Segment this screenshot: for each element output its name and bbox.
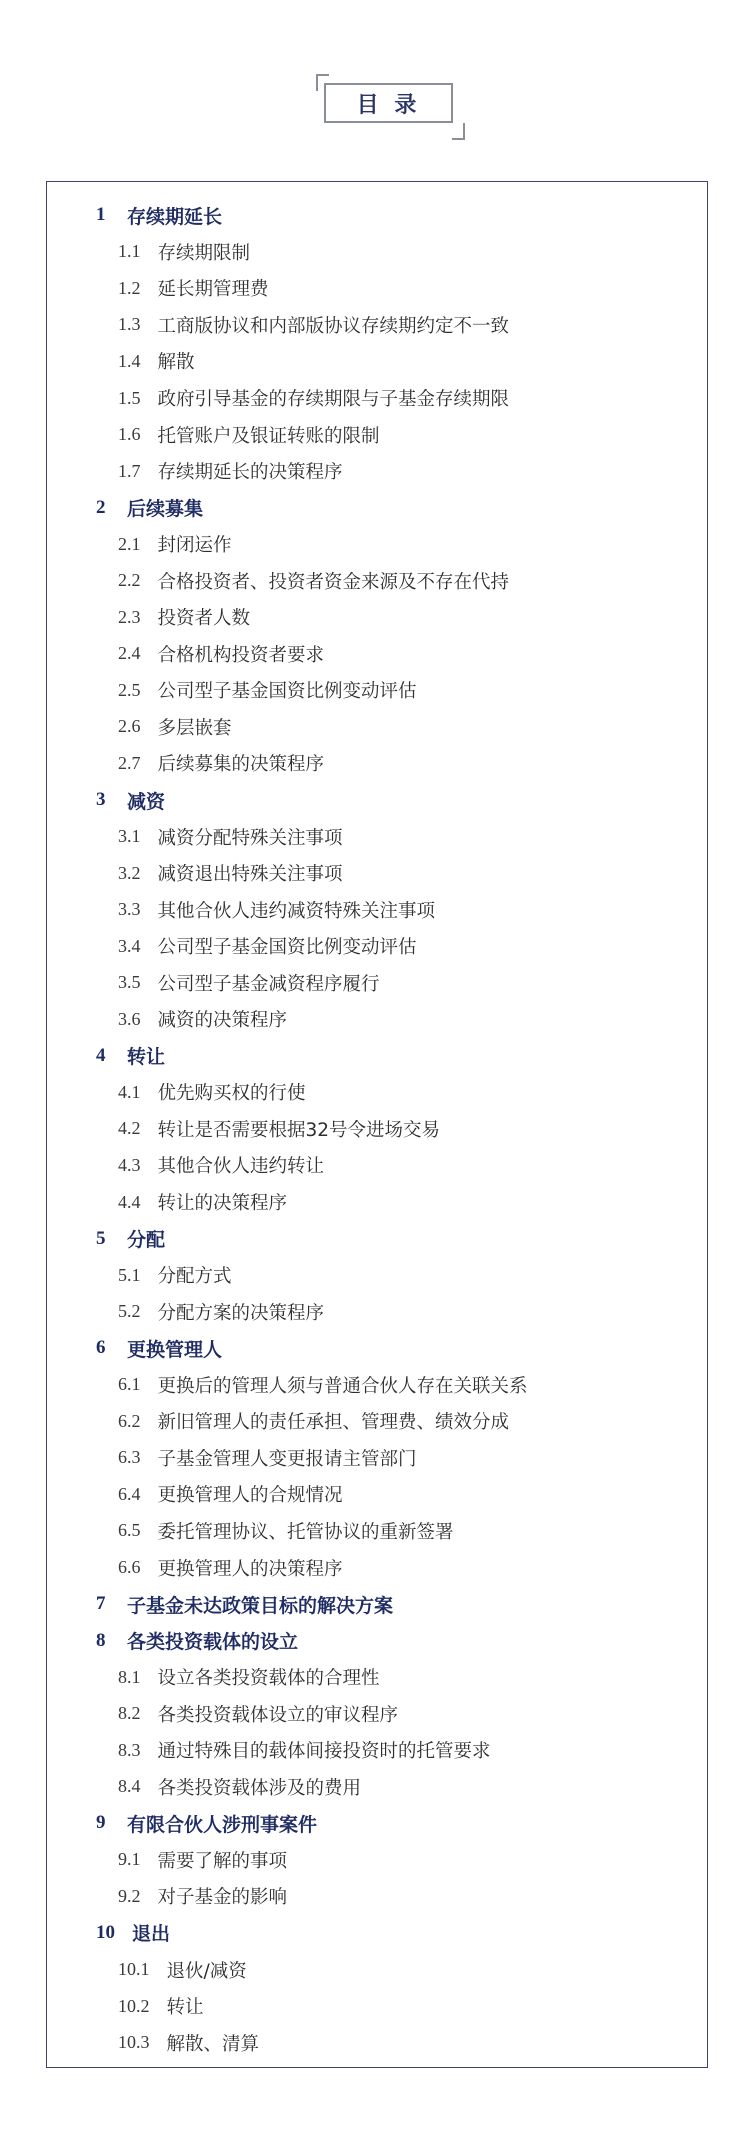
subsection-label: 工商版协议和内部版协议存续期约定不一致 <box>157 315 510 337</box>
subsection-label: 托管账户及银证转账的限制 <box>157 425 380 447</box>
toc-subsection-item[interactable] <box>96 1513 696 1550</box>
subsection-number: 2.5 <box>118 679 141 700</box>
subsection-label: 对子基金的影响 <box>157 1887 288 1909</box>
toc-subsection-list <box>96 1842 696 1915</box>
toc-subsection-item[interactable] <box>96 1695 696 1732</box>
section-number: 5 <box>96 1227 106 1249</box>
toc-section <box>96 1805 696 1915</box>
toc-subsection-item[interactable] <box>96 1842 696 1879</box>
toc-subsection-item[interactable] <box>96 1184 696 1221</box>
toc-subsection-list <box>96 1659 696 1805</box>
subsection-number: 8.4 <box>118 1776 141 1797</box>
section-label: 后续募集 <box>127 498 204 521</box>
subsection-number: 3.5 <box>118 972 141 993</box>
subsection-number: 3.2 <box>118 862 141 883</box>
subsection-number: 4.2 <box>118 1118 141 1139</box>
toc-subsection-item[interactable] <box>96 1001 696 1038</box>
toc-section <box>96 1915 696 2061</box>
subsection-label: 需要了解的事项 <box>157 1850 288 1872</box>
toc-subsection-item[interactable] <box>96 343 696 380</box>
subsection-label: 后续募集的决策程序 <box>157 754 325 776</box>
subsection-label: 存续期限制 <box>157 242 251 264</box>
subsection-label: 解散 <box>157 352 195 374</box>
page-title: 目 录 <box>324 83 453 123</box>
toc-subsection-item[interactable] <box>96 1951 696 1988</box>
subsection-label: 优先购买权的行使 <box>157 1083 306 1105</box>
subsection-label: 更换管理人的合规情况 <box>157 1485 343 1507</box>
section-label: 分配 <box>127 1229 166 1252</box>
subsection-number: 1.6 <box>118 424 141 445</box>
section-number: 7 <box>96 1593 106 1615</box>
subsection-label: 减资的决策程序 <box>157 1010 288 1032</box>
subsection-number: 2.2 <box>118 570 141 591</box>
toc-subsection-item[interactable] <box>96 1147 696 1184</box>
subsection-number: 5.2 <box>118 1301 141 1322</box>
subsection-label: 更换管理人的决策程序 <box>157 1558 343 1580</box>
subsection-number: 4.4 <box>118 1191 141 1212</box>
subsection-label: 合格投资者、投资者资金来源及不存在代持 <box>157 571 510 593</box>
toc-title-block <box>0 68 748 150</box>
toc-subsection-item[interactable] <box>96 1403 696 1440</box>
subsection-label: 各类投资载体涉及的费用 <box>157 1777 362 1799</box>
toc-subsection-list <box>96 526 696 782</box>
toc-subsection-item[interactable] <box>96 636 696 673</box>
toc-subsection-item[interactable] <box>96 416 696 453</box>
subsection-label: 其他合伙人违约转让 <box>157 1156 325 1178</box>
toc-subsection-item[interactable] <box>96 1257 696 1294</box>
toc-subsection-item[interactable] <box>96 1878 696 1915</box>
subsection-label: 退伙/减资 <box>166 1960 247 1982</box>
subsection-label: 委托管理协议、托管协议的重新签署 <box>157 1521 454 1543</box>
toc-section-heading[interactable] <box>96 1805 696 1842</box>
toc-section-heading[interactable] <box>96 1220 696 1257</box>
subsection-label: 转让 <box>166 1997 204 2019</box>
subsection-label: 设立各类投资载体的合理性 <box>157 1668 380 1690</box>
subsection-number: 3.4 <box>118 935 141 956</box>
toc-subsection-item[interactable] <box>96 1476 696 1513</box>
section-label: 退出 <box>132 1923 171 1946</box>
section-number: 6 <box>96 1337 106 1359</box>
toc-subsection-item[interactable] <box>96 1549 696 1586</box>
section-label: 各类投资载体的设立 <box>127 1631 299 1654</box>
subsection-number: 1.5 <box>118 387 141 408</box>
subsection-label: 转让是否需要根据32号令进场交易 <box>157 1119 441 1141</box>
section-label: 减资 <box>127 790 166 813</box>
subsection-number: 4.1 <box>118 1081 141 1102</box>
toc-subsection-item[interactable] <box>96 1074 696 1111</box>
subsection-number: 5.1 <box>118 1264 141 1285</box>
subsection-number: 6.6 <box>118 1557 141 1577</box>
subsection-number: 6.1 <box>118 1374 141 1395</box>
subsection-number: 3.1 <box>118 826 141 847</box>
subsection-label: 分配方式 <box>157 1266 232 1288</box>
subsection-number: 10.1 <box>118 1959 150 1980</box>
toc-subsection-item[interactable] <box>96 270 696 307</box>
toc-subsection-item[interactable] <box>96 2024 696 2061</box>
subsection-number: 1.7 <box>118 460 141 481</box>
toc-section-heading[interactable] <box>96 782 696 819</box>
subsection-number: 9.2 <box>118 1885 141 1906</box>
toc-subsection-list <box>96 1074 696 1220</box>
toc-section-heading[interactable] <box>96 489 696 526</box>
subsection-number: 3.6 <box>118 1008 141 1029</box>
toc-subsection-item[interactable] <box>96 1732 696 1769</box>
section-label: 更换管理人 <box>127 1338 223 1361</box>
toc-subsection-list <box>96 1367 696 1586</box>
subsection-label: 延长期管理费 <box>157 279 269 301</box>
subsection-label: 其他合伙人违约减资特殊关注事项 <box>157 900 436 922</box>
subsection-number: 2.4 <box>118 643 141 664</box>
section-number: 8 <box>96 1629 106 1651</box>
toc-subsection-list <box>96 818 696 1037</box>
toc-subsection-item[interactable] <box>96 1769 696 1806</box>
subsection-label: 减资分配特殊关注事项 <box>157 827 343 849</box>
section-label: 有限合伙人涉刑事案件 <box>127 1813 318 1836</box>
subsection-number: 6.5 <box>118 1520 141 1541</box>
toc-section <box>96 489 696 781</box>
toc-subsection-item[interactable] <box>96 453 696 490</box>
subsection-label: 解散、清算 <box>166 2033 260 2055</box>
toc-subsection-item[interactable] <box>96 855 696 892</box>
section-label: 存续期延长 <box>127 205 223 228</box>
subsection-label: 新旧管理人的责任承担、管理费、绩效分成 <box>157 1412 510 1434</box>
toc-section-heading[interactable] <box>96 1622 696 1659</box>
subsection-label: 公司型子基金国资比例变动评估 <box>157 681 417 703</box>
subsection-number: 8.2 <box>118 1703 141 1724</box>
toc-subsection-list <box>96 234 696 490</box>
subsection-label: 公司型子基金国资比例变动评估 <box>157 937 417 959</box>
subsection-number: 4.3 <box>118 1154 141 1175</box>
subsection-number: 10.3 <box>118 2032 150 2053</box>
toc-subsection-item[interactable] <box>96 599 696 636</box>
subsection-number: 1.3 <box>118 314 141 335</box>
subsection-label: 投资者人数 <box>157 608 251 630</box>
toc-subsection-item[interactable] <box>96 526 696 563</box>
toc-section <box>96 1038 696 1221</box>
subsection-label: 各类投资载体设立的审议程序 <box>157 1704 399 1726</box>
subsection-number: 3.3 <box>118 899 141 920</box>
subsection-number: 6.3 <box>118 1447 141 1468</box>
subsection-number: 6.2 <box>118 1410 141 1431</box>
section-number: 2 <box>96 496 106 518</box>
subsection-number: 8.3 <box>118 1739 141 1760</box>
subsection-label: 多层嵌套 <box>157 717 232 739</box>
subsection-number: 1.4 <box>118 350 141 371</box>
subsection-label: 封闭运作 <box>157 535 232 557</box>
toc-subsection-item[interactable] <box>96 1440 696 1477</box>
toc-section-heading[interactable] <box>96 1330 696 1367</box>
subsection-label: 减资退出特殊关注事项 <box>157 864 343 886</box>
toc-section <box>96 1220 696 1330</box>
toc-subsection-item[interactable] <box>96 562 696 599</box>
toc-subsection-item[interactable] <box>96 1293 696 1330</box>
toc-subsection-item[interactable] <box>96 745 696 782</box>
section-number: 10 <box>96 1921 115 1943</box>
subsection-label: 转让的决策程序 <box>157 1193 288 1215</box>
toc-subsection-item[interactable] <box>96 672 696 709</box>
toc-subsection-item[interactable] <box>96 891 696 928</box>
toc-subsection-item[interactable] <box>96 234 696 271</box>
section-number: 9 <box>96 1812 106 1834</box>
subsection-number: 2.1 <box>118 533 141 554</box>
toc-section <box>96 782 696 1038</box>
toc-section <box>96 1586 696 1623</box>
subsection-number: 6.4 <box>118 1483 141 1504</box>
section-label: 转让 <box>127 1046 166 1069</box>
subsection-number: 2.6 <box>118 716 141 737</box>
toc-section-heading[interactable] <box>96 197 696 234</box>
subsection-label: 子基金管理人变更报请主管部门 <box>157 1448 417 1470</box>
subsection-number: 1.1 <box>118 241 141 262</box>
toc-subsection-item[interactable] <box>96 709 696 746</box>
toc-subsection-item[interactable] <box>96 1367 696 1404</box>
toc-section-heading[interactable] <box>96 1038 696 1075</box>
subsection-label: 合格机构投资者要求 <box>157 644 325 666</box>
table-of-contents <box>96 197 696 2061</box>
subsection-number: 2.7 <box>118 752 141 773</box>
section-number: 1 <box>96 204 106 226</box>
subsection-number: 8.1 <box>118 1666 141 1687</box>
toc-subsection-item[interactable] <box>96 307 696 344</box>
subsection-number: 1.2 <box>118 277 141 298</box>
toc-subsection-item[interactable] <box>96 928 696 965</box>
section-label: 子基金未达政策目标的解决方案 <box>127 1594 394 1617</box>
toc-subsection-list <box>96 1257 696 1330</box>
toc-subsection-item[interactable] <box>96 818 696 855</box>
toc-subsection-item[interactable] <box>96 1659 696 1696</box>
section-number: 4 <box>96 1044 106 1066</box>
subsection-label: 更换后的管理人须与普通合伙人存在关联关系 <box>157 1375 528 1397</box>
title-corner-decoration-bottom-right <box>452 123 465 140</box>
subsection-label: 公司型子基金减资程序履行 <box>157 973 380 995</box>
toc-subsection-item[interactable] <box>96 1988 696 2025</box>
subsection-label: 政府引导基金的存续期限与子基金存续期限 <box>157 389 510 410</box>
toc-subsection-item[interactable] <box>96 1111 696 1148</box>
subsection-label: 分配方案的决策程序 <box>157 1302 325 1324</box>
toc-section <box>96 1330 696 1586</box>
subsection-label: 通过特殊目的载体间接投资时的托管要求 <box>157 1741 491 1763</box>
section-number: 3 <box>96 789 106 811</box>
toc-subsection-item[interactable] <box>96 964 696 1001</box>
toc-subsection-list <box>96 1951 696 2061</box>
subsection-label: 存续期延长的决策程序 <box>157 462 343 484</box>
toc-section-heading[interactable] <box>96 1586 696 1623</box>
toc-section-heading[interactable] <box>96 1915 696 1952</box>
subsection-number: 9.1 <box>118 1849 141 1870</box>
subsection-number: 10.2 <box>118 1995 150 2016</box>
toc-subsection-item[interactable] <box>96 380 696 417</box>
toc-section <box>96 197 696 489</box>
subsection-number: 2.3 <box>118 606 141 627</box>
toc-section <box>96 1622 696 1805</box>
